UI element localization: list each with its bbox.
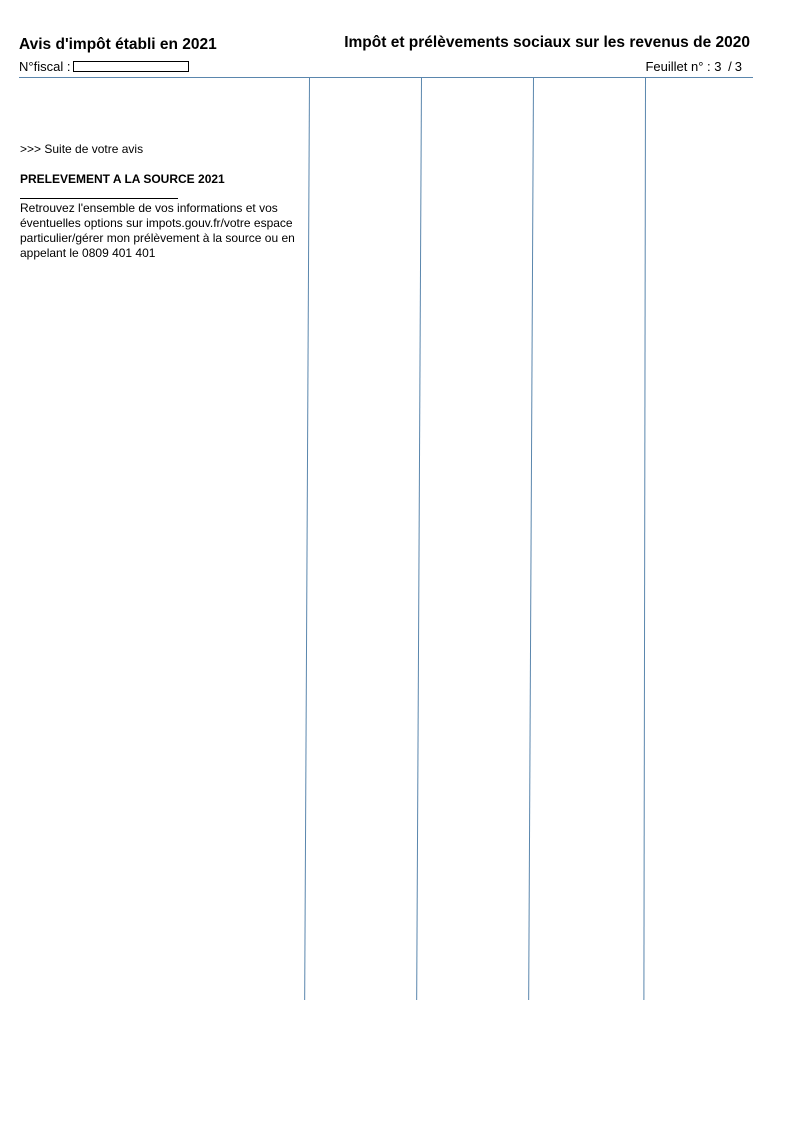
info-line: appelant le 0809 401 401 — [20, 246, 156, 260]
notice-year-title: Avis d'impôt établi en 2021 — [19, 36, 217, 53]
sheet-number-label: Feuillet n° : — [645, 59, 711, 74]
fiscal-number-label: N°fiscal : — [19, 59, 71, 74]
section-underline — [20, 198, 178, 199]
info-line: particulier/gérer mon prélèvement à la source ou en — [20, 231, 295, 245]
tax-revenue-title: Impôt et prélèvements sociaux sur les revenus de 2020 — [344, 34, 750, 51]
header-divider — [19, 77, 753, 78]
column-divider-3 — [528, 77, 534, 1000]
info-line: éventuelles options sur impots.gouv.fr/votre espace — [20, 216, 293, 230]
continuation-text: >>> Suite de votre avis — [20, 142, 144, 156]
withholding-info-text — [20, 201, 320, 261]
sheet-current: 3 — [714, 59, 722, 74]
fiscal-number-redacted-box — [73, 61, 189, 72]
info-line: Retrouvez l'ensemble de vos informations et vos — [20, 201, 278, 215]
fiscal-number-row — [19, 59, 189, 74]
section-title: PRELEVEMENT A LA SOURCE 2021 — [20, 172, 225, 186]
column-divider-2 — [416, 77, 422, 1000]
sheet-number — [645, 59, 742, 74]
column-divider-4 — [643, 77, 646, 1000]
sheet-total: 3 — [734, 59, 742, 74]
sheet-separator: / — [728, 59, 732, 74]
